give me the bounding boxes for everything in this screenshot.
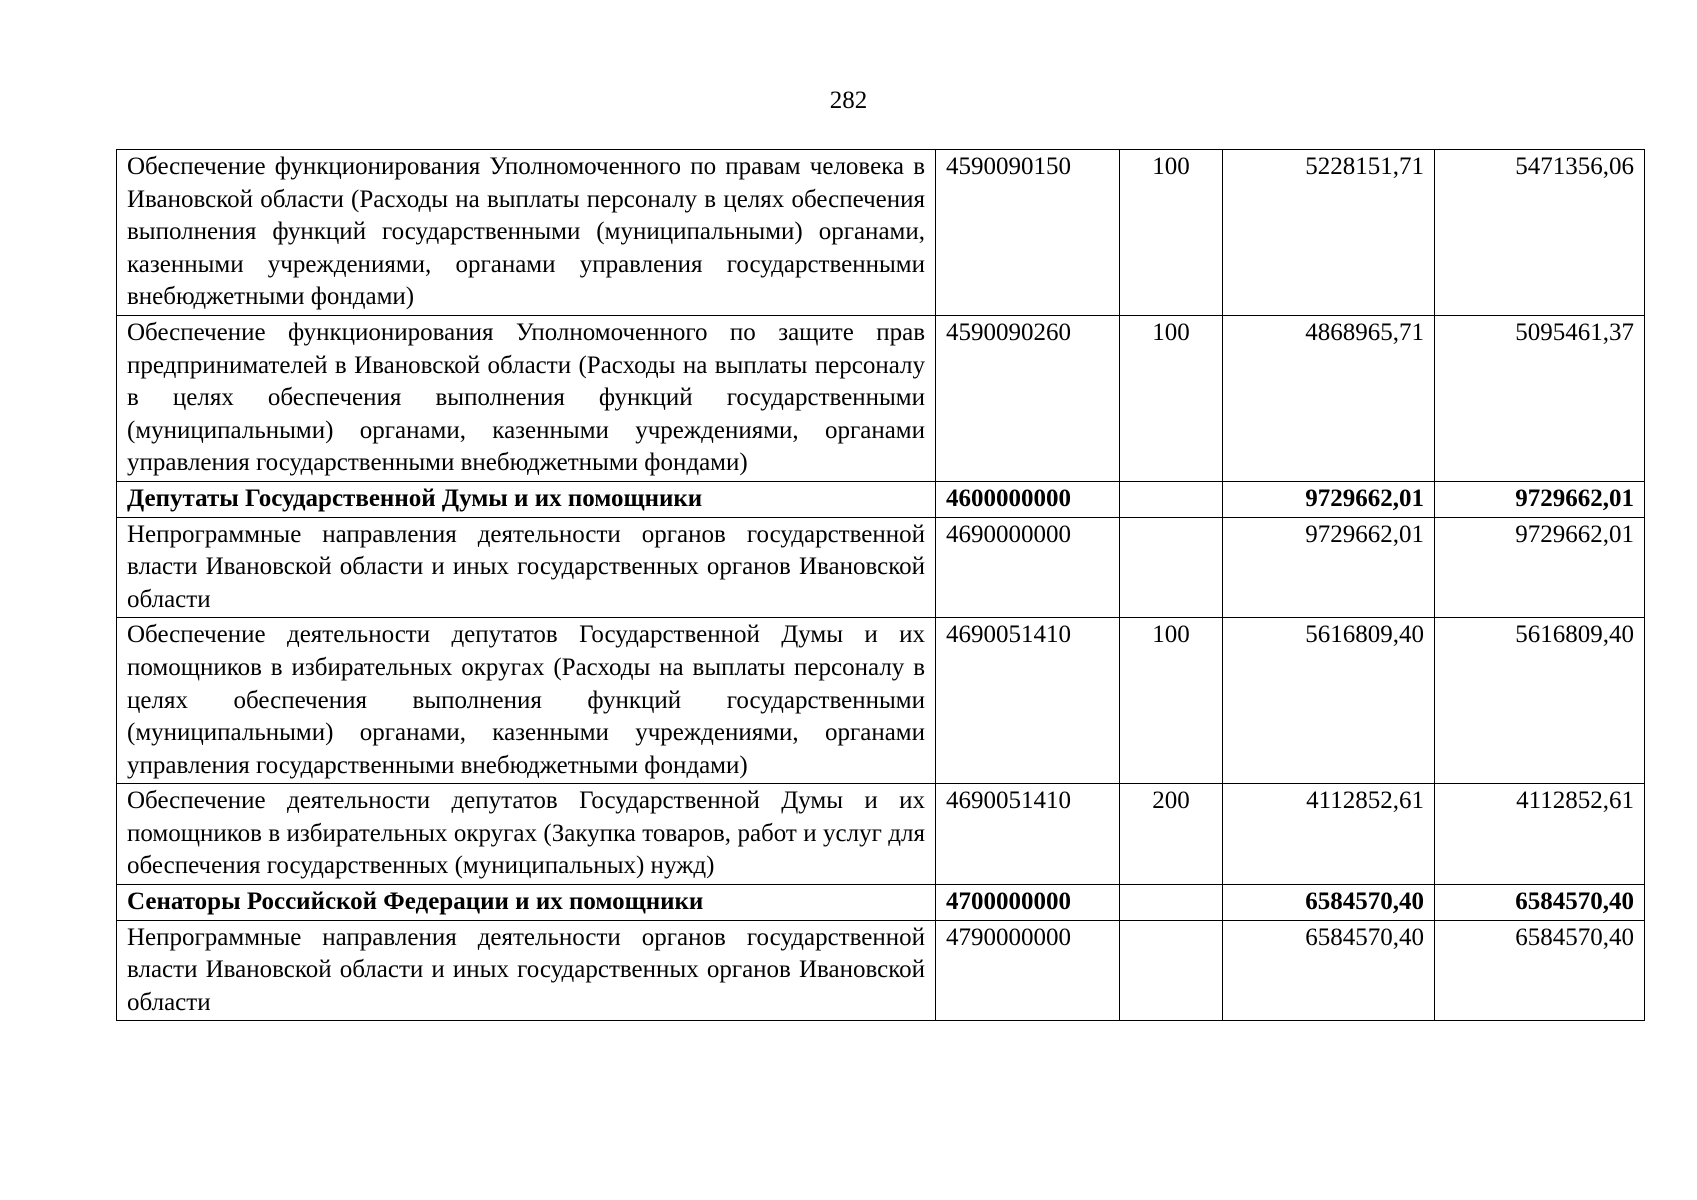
row-amount-2: 6584570,40 [1435, 885, 1645, 921]
row-amount-2: 4112852,61 [1435, 784, 1645, 885]
row-code: 4600000000 [936, 481, 1120, 517]
row-amount-1: 6584570,40 [1223, 885, 1435, 921]
row-expense-type [1120, 885, 1223, 921]
table-row [117, 618, 1645, 784]
row-code: 4590090150 [936, 150, 1120, 316]
row-expense-type [1120, 920, 1223, 1021]
row-description: Обеспечение функционирования Уполномоченного по правам человека в Ивановской области (Расходы на выплаты персоналу в целях обеспечения выполнения функций государственными (муниципальными) органами, казенными учреждениями, органами управления государственными внебюджетными фондами) [117, 150, 936, 316]
row-amount-1: 9729662,01 [1223, 481, 1435, 517]
row-description: Обеспечение деятельности депутатов Государственной Думы и их помощников в избирательных округах (Закупка товаров, работ и услуг для обеспечения государственных (муниципальных) нужд) [117, 784, 936, 885]
row-code: 4690000000 [936, 517, 1120, 618]
table-row-section-header [117, 481, 1645, 517]
table-row [117, 315, 1645, 481]
table-row [117, 517, 1645, 618]
row-amount-1: 4868965,71 [1223, 315, 1435, 481]
row-description: Обеспечение функционирования Уполномоченного по защите прав предпринимателей в Ивановской области (Расходы на выплаты персоналу в целях обеспечения выполнения функций государственными (муниципальными) органами, казенными учреждениями, органами управления государственными внебюджетными фондами) [117, 315, 936, 481]
table-row [117, 784, 1645, 885]
row-description: Депутаты Государственной Думы и их помощники [117, 481, 936, 517]
row-amount-2: 9729662,01 [1435, 481, 1645, 517]
table-row [117, 150, 1645, 316]
row-description: Непрограммные направления деятельности органов государственной власти Ивановской области и иных государственных органов Ивановской области [117, 920, 936, 1021]
row-amount-2: 5095461,37 [1435, 315, 1645, 481]
row-expense-type [1120, 481, 1223, 517]
row-amount-2: 9729662,01 [1435, 517, 1645, 618]
row-expense-type: 200 [1120, 784, 1223, 885]
row-code: 4790000000 [936, 920, 1120, 1021]
row-amount-1: 6584570,40 [1223, 920, 1435, 1021]
row-amount-2: 5616809,40 [1435, 618, 1645, 784]
row-amount-1: 5616809,40 [1223, 618, 1435, 784]
row-expense-type: 100 [1120, 150, 1223, 316]
table-row [117, 920, 1645, 1021]
row-code: 4700000000 [936, 885, 1120, 921]
row-description: Сенаторы Российской Федерации и их помощники [117, 885, 936, 921]
row-amount-1: 5228151,71 [1223, 150, 1435, 316]
row-amount-1: 4112852,61 [1223, 784, 1435, 885]
row-code: 4690051410 [936, 784, 1120, 885]
table-row-section-header [117, 885, 1645, 921]
row-code: 4690051410 [936, 618, 1120, 784]
row-expense-type: 100 [1120, 315, 1223, 481]
budget-table [116, 149, 1645, 1021]
row-amount-2: 6584570,40 [1435, 920, 1645, 1021]
row-description: Обеспечение деятельности депутатов Государственной Думы и их помощников в избирательных округах (Расходы на выплаты персоналу в целях обеспечения выполнения функций государственными (муниципальными) органами, казенными учреждениями, органами управления государственными внебюджетными фондами) [117, 618, 936, 784]
row-description: Непрограммные направления деятельности органов государственной власти Ивановской области и иных государственных органов Ивановской области [117, 517, 936, 618]
row-amount-1: 9729662,01 [1223, 517, 1435, 618]
row-expense-type [1120, 517, 1223, 618]
row-code: 4590090260 [936, 315, 1120, 481]
page-number: 282 [829, 87, 868, 114]
row-amount-2: 5471356,06 [1435, 150, 1645, 316]
row-expense-type: 100 [1120, 618, 1223, 784]
